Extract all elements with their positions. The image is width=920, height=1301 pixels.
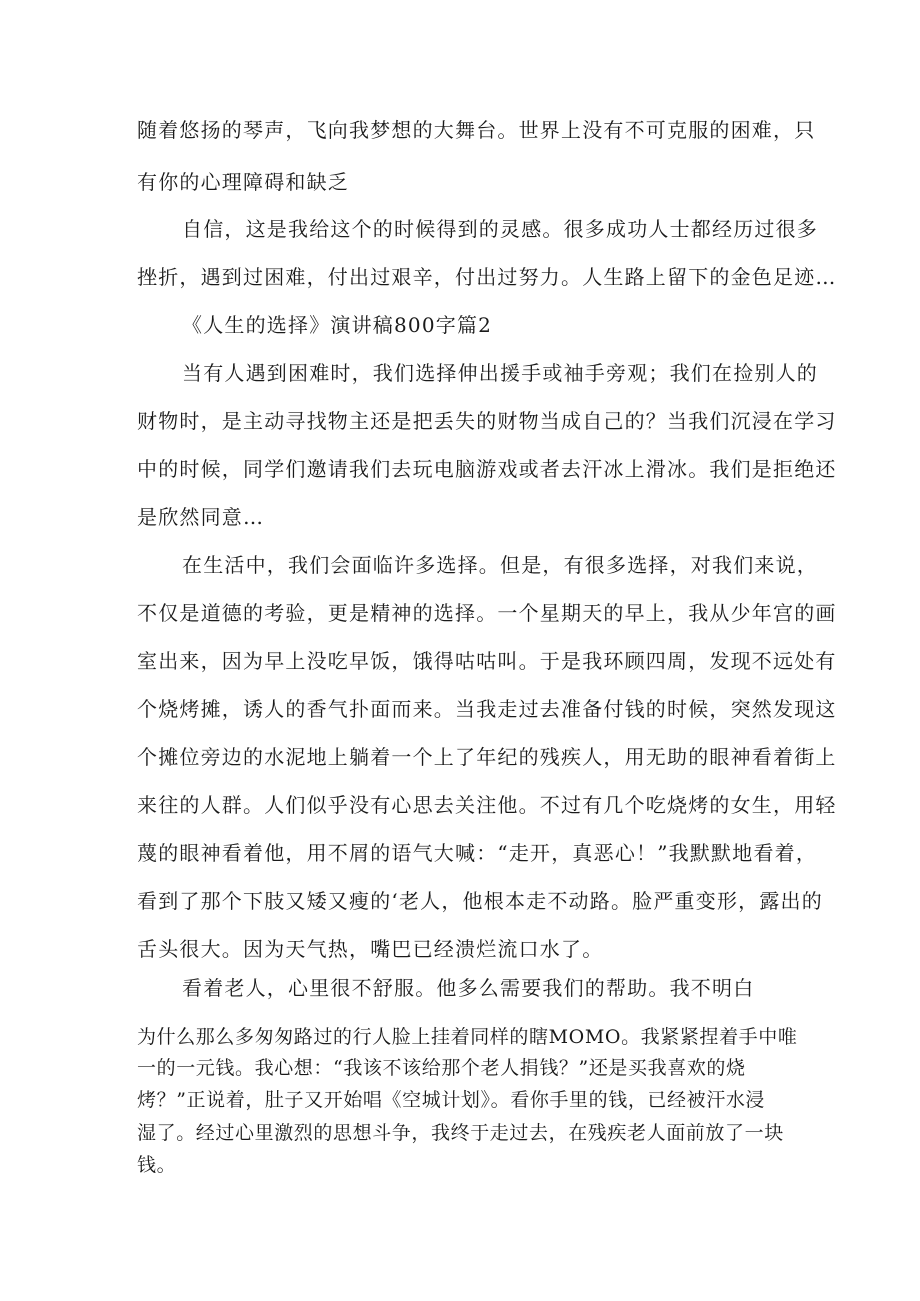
paragraph-line: 个烧烤摊，诱人的香气扑面而来。当我走过去准备付钱的时候，突然发现这: [137, 697, 837, 721]
paragraph-line: 看到了那个下肢又矮又瘦的‘老人，他根本走不动路。脸严重变形，露出的: [137, 889, 823, 913]
paragraph-line: 有你的心理障碍和缺乏: [137, 170, 349, 194]
section-heading: 《人生的选择》演讲稿800字篇2: [182, 313, 493, 337]
paragraph-line: 挫折，遇到过困难，付出过艰辛，付出过努力。人生路上留下的金色足迹…: [137, 265, 837, 289]
paragraph-line: 一的一元钱。我心想：“我该不该给那个老人捐钱？”还是买我喜欢的烧: [137, 1057, 746, 1079]
paragraph-line: 财物时，是主动寻找物主还是把丢失的财物当成自己的？当我们沉浸在学习: [137, 409, 837, 433]
paragraph-line: 蔑的眼神看着他，用不屑的语气大喊：“走开，真恶心！”我默默地看着，: [137, 841, 818, 865]
paragraph-line: 自信，这是我给这个的时候得到的灵感。很多成功人士都经历过很多: [182, 217, 818, 241]
paragraph-line: 当有人遇到困难时，我们选择伸出援手或袖手旁观；我们在捡别人的: [182, 361, 818, 385]
paragraph-line: 来往的人群。人们似乎没有心思去关注他。不过有几个吃烧烤的女生，用轻: [137, 793, 837, 817]
paragraph-line: 随着悠扬的琴声，飞向我梦想的大舞台。世界上没有不可克服的困难，只: [137, 118, 816, 142]
paragraph-line: 不仅是道德的考验，更是精神的选择。一个星期天的早上，我从少年宫的画: [137, 601, 837, 625]
paragraph-line: 个摊位旁边的水泥地上躺着一个上了年纪的残疾人，用无助的眼神看着街上: [137, 745, 837, 769]
paragraph-line: 钱。: [137, 1154, 177, 1176]
paragraph-line: 舌头很大。因为天气热，嘴巴已经溃烂流口水了。: [137, 937, 604, 961]
paragraph-line: 为什么那么多匆匆路过的行人脸上挂着同样的瞎MOMO。我紧紧捏着手中唯: [137, 1026, 798, 1048]
paragraph-line: 湿了。经过心里激烈的思想斗争，我终于走过去，在残疾老人面前放了一块: [137, 1122, 784, 1144]
paragraph-line: 是欣然同意…: [137, 505, 265, 529]
paragraph-line: 中的时候，同学们邀请我们去玩电脑游戏或者去汗冰上滑冰。我们是拒绝还: [137, 457, 837, 481]
paragraph-line: 烤？”正说着，肚子又开始唱《空城计划》。看你手里的钱，已经被汗水浸: [137, 1089, 766, 1111]
paragraph-line: 室出来，因为早上没吃早饭，饿得咕咕叫。于是我环顾四周，发现不远处有: [137, 649, 837, 673]
paragraph-line: 在生活中，我们会面临许多选择。但是，有很多选择，对我们来说，: [182, 553, 818, 577]
paragraph-line: 看着老人，心里很不舒服。他多么需要我们的帮助。我不明白: [182, 976, 755, 1000]
